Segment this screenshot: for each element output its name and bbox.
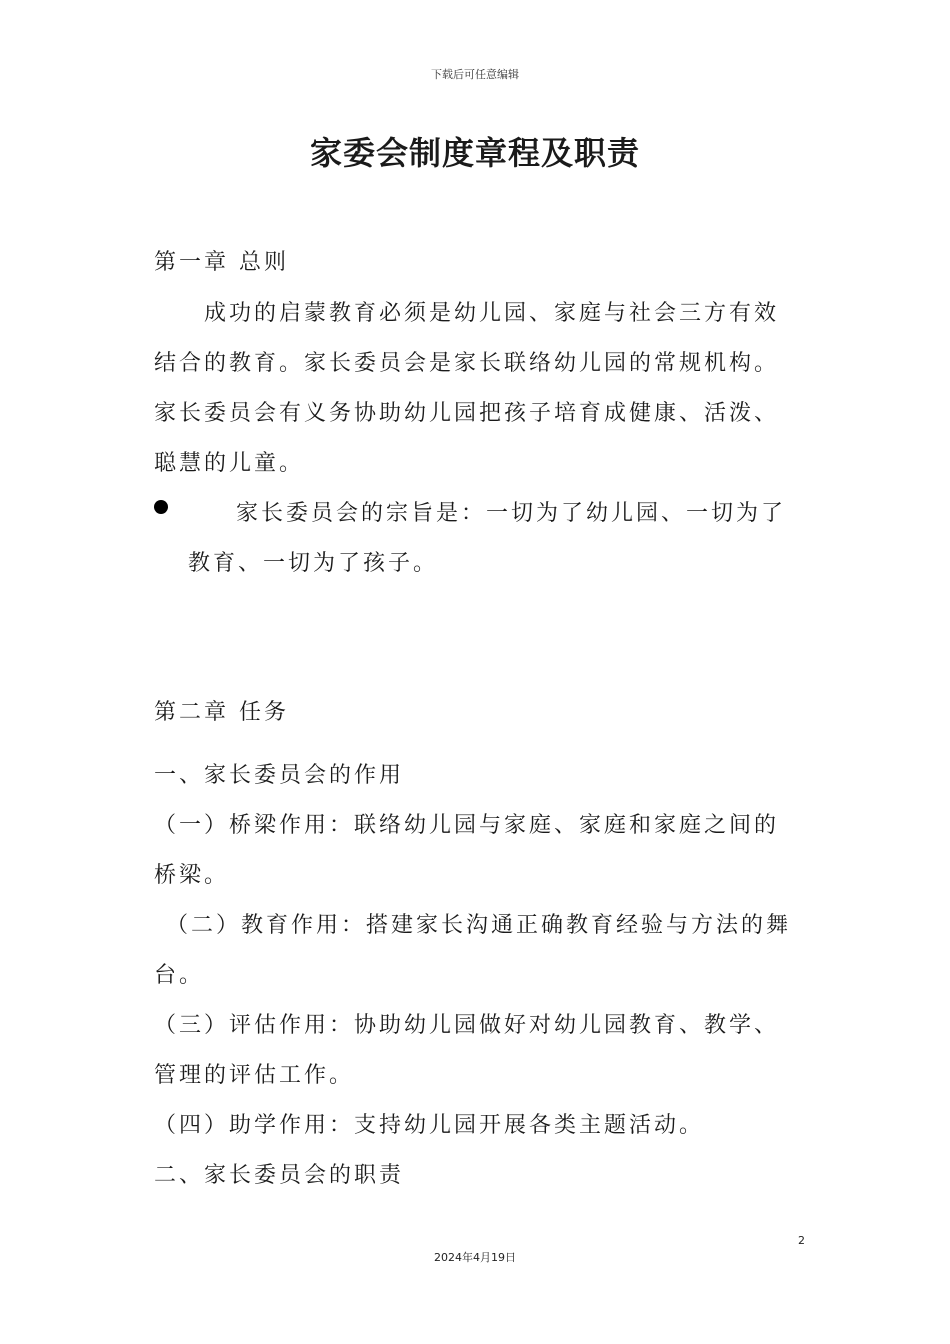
list-item: 桥梁。 bbox=[154, 863, 230, 888]
section-heading: 二、家长委员会的职责 bbox=[154, 1163, 405, 1188]
document-title: 家委会制度章程及职责 bbox=[309, 134, 640, 172]
list-item: 台。 bbox=[154, 963, 205, 988]
chapter-2-heading: 第二章 任务 bbox=[154, 700, 289, 725]
list-item: （二）教育作用：搭建家长沟通正确教育经验与方法的舞 bbox=[166, 913, 792, 938]
bullet-icon bbox=[154, 500, 168, 514]
paragraph-line: 聪慧的儿童。 bbox=[154, 451, 305, 476]
bullet-text-line: 教育、一切为了孩子。 bbox=[188, 551, 439, 576]
list-item: （三）评估作用：协助幼儿园做好对幼儿园教育、教学、 bbox=[154, 1013, 780, 1038]
paragraph-line: 成功的启蒙教育必须是幼儿园、家庭与社会三方有效 bbox=[204, 301, 780, 326]
paragraph-line: 结合的教育。家长委员会是家长联络幼儿园的常规机构。 bbox=[154, 351, 780, 376]
chapter-1-heading: 第一章 总则 bbox=[154, 250, 289, 275]
list-item: （一）桥梁作用：联络幼儿园与家庭、家庭和家庭之间的 bbox=[154, 813, 780, 838]
bullet-text-line: 家长委员会的宗旨是：一切为了幼儿园、一切为了 bbox=[236, 501, 787, 526]
footer-date: 2024年4月19日 bbox=[434, 1251, 516, 1264]
page-header: 下载后可任意编辑 bbox=[431, 68, 519, 81]
paragraph-line: 家长委员会有义务协助幼儿园把孩子培育成健康、活泼、 bbox=[154, 401, 780, 426]
list-item: 管理的评估工作。 bbox=[154, 1063, 355, 1088]
section-heading: 一、家长委员会的作用 bbox=[154, 763, 405, 788]
list-item: （四）助学作用：支持幼儿园开展各类主题活动。 bbox=[154, 1113, 705, 1138]
page-number: 2 bbox=[798, 1234, 805, 1247]
